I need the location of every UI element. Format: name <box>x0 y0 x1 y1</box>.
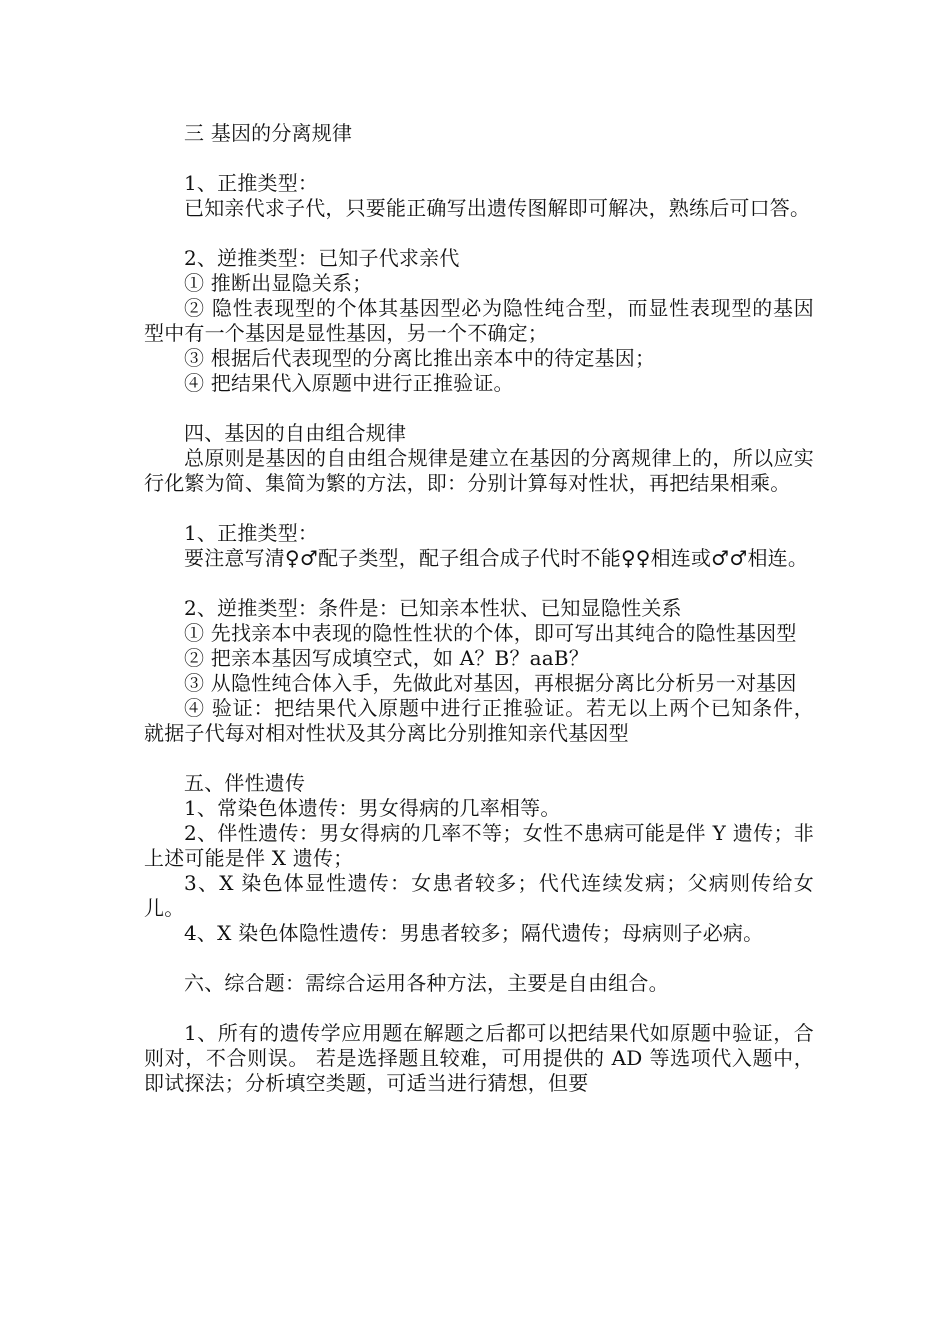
paragraph: 四、基因的自由组合规律 <box>184 421 407 445</box>
paragraph: 总原则是基因的自由组合规律是建立在基因的分离规律上的，所以应实行化繁为简、集简为繁的方法，即：分别计算每对性状，再把结果相乘。 <box>144 446 814 495</box>
paragraph: 2、伴性遗传：男女得病的几率不等；女性不患病可能是伴 Y 遗传；非上述可能是伴 X 遗传； <box>144 821 814 870</box>
paragraph: 要注意写清♀♂配子类型，配子组合成子代时不能♀♀相连或♂♂相连。 <box>184 546 809 570</box>
paragraph: 1、所有的遗传学应用题在解题之后都可以把结果代如原题中验证，合则对，不合则误。 若是选择题且较难，可用提供的 AD 等选项代入题中，即试探法；分析填空类题，可适当进行猜想，但要 <box>144 1021 814 1095</box>
paragraph-gap <box>144 571 814 596</box>
paragraph: 2、逆推类型：条件是：已知亲本性状、已知显隐性关系 <box>184 596 682 620</box>
paragraph-gap <box>144 146 814 171</box>
paragraph: 已知亲代求子代，只要能正确写出遗传图解即可解决，熟练后可口答。 <box>184 196 811 220</box>
paragraph: ② 隐性表现型的个体其基因型必为隐性纯合型，而显性表现型的基因型中有一个基因是显性基因，另一个不确定； <box>144 296 814 345</box>
document-body <box>144 121 814 1096</box>
paragraph-gap <box>144 996 814 1021</box>
paragraph: 3、X 染色体显性遗传：女患者较多；代代连续发病；父病则传给女儿。 <box>144 871 814 920</box>
paragraph: ② 把亲本基因写成填空式，如 A？B？aaB？ <box>184 646 590 670</box>
paragraph-gap <box>144 746 814 771</box>
paragraph: 三 基因的分离规律 <box>184 121 353 145</box>
paragraph: ④ 把结果代入原题中进行正推验证。 <box>184 371 514 395</box>
paragraph-gap <box>144 946 814 971</box>
paragraph: 五、伴性遗传 <box>184 771 306 795</box>
paragraph: ③ 从隐性纯合体入手，先做此对基因，再根据分离比分析另一对基因 <box>184 671 797 695</box>
paragraph: 2、逆推类型：已知子代求亲代 <box>184 246 460 270</box>
paragraph: ① 推断出显隐关系； <box>184 271 373 295</box>
paragraph-gap <box>144 221 814 246</box>
paragraph-gap <box>144 396 814 421</box>
paragraph: 1、正推类型： <box>184 171 319 195</box>
paragraph: 4、X 染色体隐性遗传：男患者较多；隔代遗传；母病则子必病。 <box>184 921 764 945</box>
paragraph: 1、常染色体遗传：男女得病的几率相等。 <box>184 796 561 820</box>
paragraph: ① 先找亲本中表现的隐性性状的个体，即可写出其纯合的隐性基因型 <box>184 621 797 645</box>
paragraph: ④ 验证：把结果代入原题中进行正推验证。若无以上两个已知条件，就据子代每对相对性状及其分离比分别推知亲代基因型 <box>144 696 814 745</box>
paragraph-gap <box>144 496 814 521</box>
paragraph: ③ 根据后代表现型的分离比推出亲本中的待定基因； <box>184 346 656 370</box>
paragraph: 1、正推类型： <box>184 521 319 545</box>
paragraph: 六、综合题：需综合运用各种方法，主要是自由组合。 <box>184 971 669 995</box>
